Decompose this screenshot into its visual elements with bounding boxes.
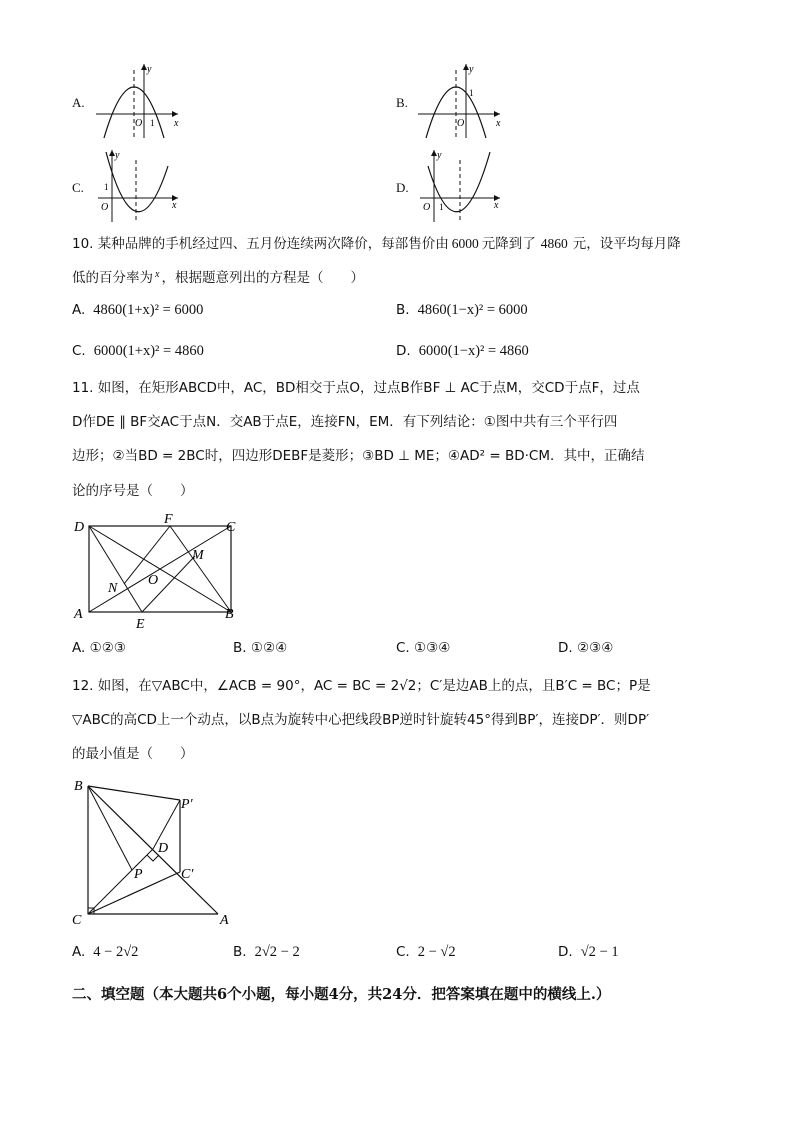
option-b-label: B. [396,95,408,110]
q11-stem-line2: D作DE ∥ BF交AC于点N．交AB于点E，连接FN，EM．有下列结论：①图中共有三个平行四 [72,414,618,430]
option-d-label: D. [396,180,409,195]
point-n-label: N [108,581,118,596]
point-e-label: E [136,617,145,632]
option-a-label: A. [72,95,85,110]
axis-x-label: x [496,118,501,129]
q12-option-b[interactable]: B. 2√2 − 2 [233,944,300,960]
q11-figure-rectangle [68,510,248,634]
point-p-prime-label: P′ [181,797,193,812]
one-label: 1 [439,202,444,212]
section-heading-fill-in: 二、填空题（本大题共6个小题，每小题4分，共24分．把答案填在题中的横线上.） [72,986,611,1003]
q11-option-a[interactable]: A. ①②③ [72,640,126,656]
q11-option-c[interactable]: C. ①③④ [396,640,451,656]
origin-label: O [423,202,431,213]
axis-x-label: x [172,200,177,211]
point-a-label: A [74,607,83,622]
point-b-label: B [225,607,234,622]
axis-y-label: y [437,150,442,161]
point-a-label: A [220,913,229,928]
point-c-label: C [72,913,82,928]
q11-stem-line4: 论的序号是（ ） [72,483,194,499]
q12-option-d[interactable]: D. √2 − 1 [558,944,619,960]
graph-a [92,60,184,140]
q12-stem-line1: 12. 如图，在▽ABC中，∠ACB = 90°，AC = BC = 2√2；C′是边AB上的点，且B′C = BC；P是 [72,678,651,694]
q10-stem-line2: 低的百分率为 $^x$ ，根据题意列出的方程是（ ） [72,269,364,286]
point-c-prime-label: C′ [181,867,194,882]
origin-label: O [101,202,109,213]
origin-label: O [135,118,143,129]
axis-x-label: x [494,200,499,211]
axis-y-label: y [115,150,120,161]
q12-stem-line3: 的最小值是（ ） [72,746,194,762]
origin-label: O [457,118,465,129]
axis-y-label: y [147,64,152,75]
point-b-label: B [74,779,83,794]
one-label: 1 [104,182,109,192]
option-c-label: C. [72,180,84,195]
point-d-label: D [74,520,85,535]
graph-c [92,146,184,226]
point-m-label: M [192,548,204,563]
one-label: 1 [150,118,155,128]
q11-stem-line1: 11. 如图，在矩形ABCD中，AC，BD相交于点O，过点B作BF ⊥ AC于点M，交CD于点F，过点 [72,380,640,396]
axis-y-label: y [469,64,474,75]
graph-b [414,60,506,140]
axis-x-label: x [174,118,179,129]
q11-option-b[interactable]: B. ①②④ [233,640,288,656]
point-o-label: O [148,573,159,588]
q10-option-c[interactable]: C. 6000(1+x)² = 4860 [72,343,204,359]
q10-option-d[interactable]: D. 6000(1−x)² = 4860 [396,343,529,359]
q12-option-c[interactable]: C. 2 − √2 [396,944,456,960]
point-c-label: C [226,520,236,535]
q10-stem-line1: 10. 某种品牌的手机经过四、五月份连续两次降价，每部售价由 6000 元降到了 4860 元，设平均每月降 [72,236,681,252]
q10-option-a[interactable]: A. 4860(1+x)² = 6000 [72,302,204,318]
one-label: 1 [469,88,474,98]
q12-option-a[interactable]: A. 4 − 2√2 [72,944,139,960]
point-f-label: F [164,512,173,527]
point-p-label: P [134,867,143,882]
point-d-label: D [158,841,169,856]
q12-figure-triangle [68,772,248,930]
q11-stem-line3: 边形；②当BD = 2BC时，四边形DEBF是菱形；③BD ⊥ ME；④AD² = BD·CM．其中，正确结 [72,448,645,464]
q10-option-b[interactable]: B. 4860(1−x)² = 6000 [396,302,528,318]
q11-option-d[interactable]: D. ②③④ [558,640,614,656]
q12-stem-line2: ▽ABC的高CD上一个动点，以B点为旋转中心把线段BP逆时针旋转45°得到BP′，连接DP′．则DP′ [72,712,650,728]
graph-d [414,146,506,226]
